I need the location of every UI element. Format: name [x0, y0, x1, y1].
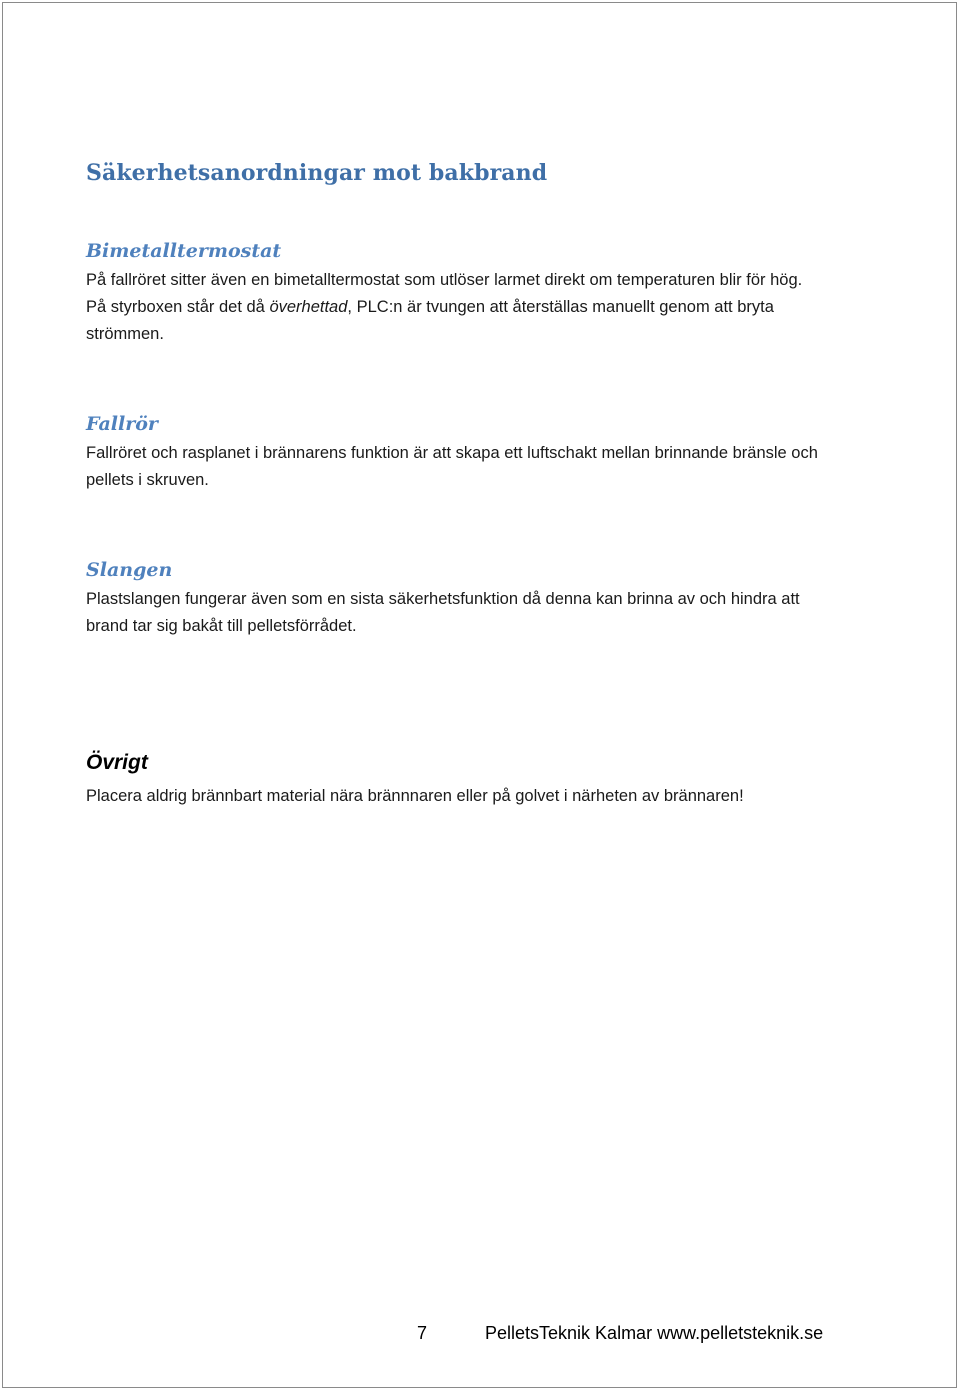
paragraph-line: Placera aldrig brännbart material nära brännnaren eller på golvet i närheten av brännaren!: [86, 787, 744, 805]
paragraph-line: Plastslangen fungerar även som en sista säkerhetsfunktion då denna kan brinna av och hindra att: [86, 590, 800, 608]
paragraph-line: brand tar sig bakåt till pelletsförrådet.: [86, 617, 357, 635]
italic-term: överhettad: [269, 298, 348, 316]
page-number: 7: [417, 1323, 428, 1343]
text-run: På styrboxen står det då: [86, 298, 270, 316]
paragraph-line: pellets i skruven.: [86, 471, 209, 489]
document-page: [2, 2, 957, 1388]
section-body-bimetalltermostat: [86, 267, 886, 348]
section-heading-bimetalltermostat: Bimetalltermostat: [86, 240, 282, 262]
paragraph-line: Fallröret och rasplanet i brännarens funktion är att skapa ett luftschakt mellan brinnande bränsle och: [86, 444, 818, 462]
page-title: Säkerhetsanordningar mot bakbrand: [86, 160, 548, 186]
section-heading-ovrigt: Övrigt: [86, 751, 148, 774]
section-heading-fallror: Fallrör: [86, 413, 158, 435]
section-body-ovrigt: [86, 783, 886, 810]
paragraph-line: På fallröret sitter även en bimetalltermostat som utlöser larmet direkt om temperaturen blir för hög.: [86, 271, 803, 289]
section-heading-slangen: Slangen: [86, 559, 173, 581]
text-run: , PLC:n är tvungen att återställas manuellt genom att bryta: [347, 298, 774, 316]
section-body-slangen: [86, 586, 886, 640]
footer-text: PelletsTeknik Kalmar www.pelletsteknik.se: [485, 1323, 824, 1343]
paragraph-line: [86, 294, 886, 321]
section-body-fallror: [86, 440, 886, 494]
page-footer: [417, 1323, 823, 1344]
paragraph-line: strömmen.: [86, 325, 164, 343]
